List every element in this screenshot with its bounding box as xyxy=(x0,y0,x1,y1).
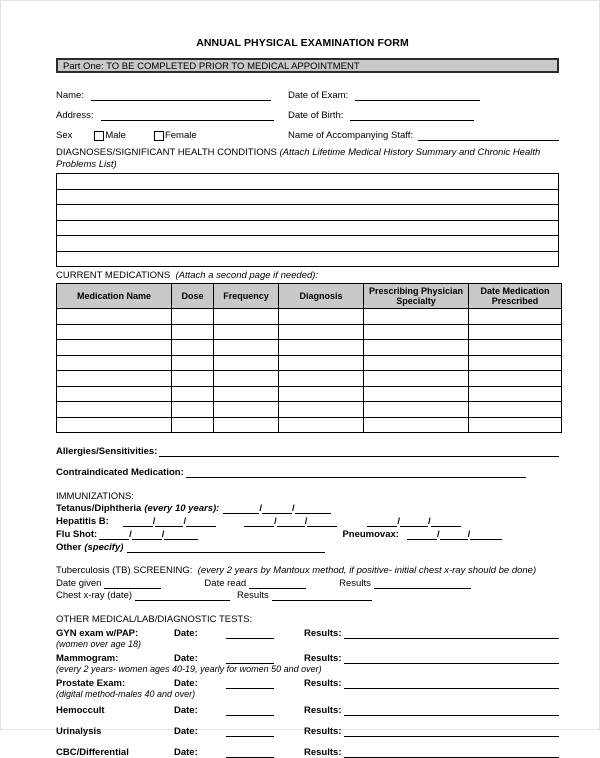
pneumovax-separator-2: / xyxy=(467,529,471,540)
cbc-differential-results-label: Results: xyxy=(304,747,342,758)
flu-shot-year-input[interactable] xyxy=(161,529,198,540)
diagnoses-cell[interactable] xyxy=(57,205,559,221)
flu-shot-and-pneumovax-row xyxy=(56,528,559,540)
column-header-frequency: Frequency xyxy=(214,284,279,309)
prostate-exam-row xyxy=(56,676,559,689)
diagnosis-cell[interactable] xyxy=(279,402,364,418)
hepatitis-b-row xyxy=(56,515,559,527)
pneumovax-separator-1: / xyxy=(436,529,440,540)
column-header-dose: Dose xyxy=(172,284,214,309)
date-of-exam-field-group xyxy=(288,90,559,101)
contraindicated-medication-row xyxy=(56,467,559,478)
gyn-exam-date-input[interactable] xyxy=(226,628,274,639)
tetanus-separator-1: / xyxy=(259,503,262,514)
frequency-cell[interactable] xyxy=(214,324,279,340)
table-row[interactable] xyxy=(57,371,562,387)
name-and-exam-date-row xyxy=(56,90,559,101)
urinalysis-label: Urinalysis xyxy=(56,726,102,737)
name-input[interactable] xyxy=(91,90,271,101)
date-of-exam-label: Date of Exam: xyxy=(288,90,349,101)
tetanus-label: Tetanus/Diphtheria xyxy=(56,503,142,514)
column-header-prescribing-physician-specialty: Prescribing Physician Specialty xyxy=(364,284,469,309)
sex-female-label: Female xyxy=(164,130,197,141)
gyn-exam-row xyxy=(56,626,559,639)
date-prescribed-cell[interactable] xyxy=(469,355,562,371)
medication-name-cell[interactable] xyxy=(57,417,172,433)
dose-cell[interactable] xyxy=(172,309,214,325)
other-immunization-label: Other xyxy=(56,542,82,553)
specialty-cell[interactable] xyxy=(364,355,469,371)
medication-name-cell[interactable] xyxy=(57,371,172,387)
medication-name-cell[interactable] xyxy=(57,355,172,371)
tb-date-read-label: Date read xyxy=(204,577,247,589)
tb-results-label: Results xyxy=(339,577,371,589)
mammogram-note: (every 2 years- women ages 40-19, yearly for women 50 and over) xyxy=(56,664,322,674)
address-label: Address: xyxy=(56,110,94,121)
accompanying-staff-input[interactable] xyxy=(418,130,559,141)
frequency-cell[interactable] xyxy=(214,402,279,418)
allergies-label: Allergies/Sensitivities: xyxy=(56,446,158,457)
hemoccult-results-input[interactable] xyxy=(344,705,559,716)
tetanus-row xyxy=(56,502,559,514)
diagnoses-cell[interactable] xyxy=(57,251,559,267)
dose-cell[interactable] xyxy=(172,386,214,402)
medications-caption-note: (Attach a second page if needed): xyxy=(175,270,319,281)
chest-xray-label: Chest x-ray (date) xyxy=(56,590,133,601)
pneumovax-year-input[interactable] xyxy=(467,529,502,540)
urinalysis-results-input[interactable] xyxy=(344,726,559,737)
pneumovax-day-input[interactable] xyxy=(440,529,468,540)
dose-cell[interactable] xyxy=(172,324,214,340)
table-row[interactable] xyxy=(57,205,559,221)
date-of-birth-input[interactable] xyxy=(350,110,474,121)
contraindicated-medication-input[interactable] xyxy=(186,467,526,478)
tetanus-note: (every 10 years): xyxy=(144,503,220,514)
tb-date-given-label: Date given xyxy=(56,577,102,589)
specialty-cell[interactable] xyxy=(364,309,469,325)
accompanying-staff-label: Name of Accompanying Staff: xyxy=(288,130,413,141)
gyn-exam-note: (women over age 18) xyxy=(56,639,142,649)
cbc-differential-results-input[interactable] xyxy=(344,747,559,758)
column-header-medication-name: Medication Name xyxy=(57,284,172,309)
medications-header-row xyxy=(57,284,562,309)
specialty-cell[interactable] xyxy=(364,340,469,356)
tuberculosis-heading xyxy=(56,565,559,576)
diagnosis-cell[interactable] xyxy=(279,340,364,356)
table-row[interactable] xyxy=(57,189,559,205)
mammogram-row xyxy=(56,651,559,664)
name-label: Name: xyxy=(56,90,84,101)
diagnosis-cell[interactable] xyxy=(279,355,364,371)
contraindicated-medication-label: Contraindicated Medication: xyxy=(56,467,184,478)
medications-caption xyxy=(56,270,559,281)
date-prescribed-cell[interactable] xyxy=(469,402,562,418)
medications-table-body xyxy=(57,309,562,433)
urinalysis-row xyxy=(56,724,559,737)
urinalysis-date-label: Date: xyxy=(174,726,198,737)
table-row[interactable] xyxy=(57,174,559,190)
allergies-input[interactable] xyxy=(159,446,559,457)
cbc-differential-row xyxy=(56,745,559,758)
name-field-group xyxy=(56,90,288,101)
gyn-exam-label: GYN exam w/PAP: xyxy=(56,628,139,639)
hepatitis-b-dose2-day-input[interactable] xyxy=(277,516,305,527)
frequency-cell[interactable] xyxy=(214,386,279,402)
hepatitis-b-dose3-month-input[interactable] xyxy=(367,516,397,527)
sex-female-checkbox[interactable] xyxy=(154,131,164,141)
date-prescribed-cell[interactable] xyxy=(469,324,562,340)
dose-cell[interactable] xyxy=(172,402,214,418)
table-row[interactable] xyxy=(57,402,562,418)
specialty-cell[interactable] xyxy=(364,417,469,433)
medication-name-cell[interactable] xyxy=(57,309,172,325)
date-prescribed-cell[interactable] xyxy=(469,371,562,387)
frequency-cell[interactable] xyxy=(214,309,279,325)
diagnoses-table xyxy=(56,173,559,267)
hemoccult-label: Hemoccult xyxy=(56,705,105,716)
hemoccult-date-input[interactable] xyxy=(226,705,274,716)
tb-dates-row xyxy=(56,576,559,589)
diagnosis-cell[interactable] xyxy=(279,371,364,387)
hepatitis-b-dose2-month-input[interactable] xyxy=(244,516,274,527)
hepatitis-b-dose3-year-input[interactable] xyxy=(431,516,461,527)
sex-and-staff-row xyxy=(56,130,559,141)
hepatitis-b-dose3-day-input[interactable] xyxy=(400,516,428,527)
mammogram-label: Mammogram: xyxy=(56,653,119,664)
tetanus-day-input[interactable] xyxy=(262,503,292,514)
medication-name-cell[interactable] xyxy=(57,340,172,356)
hepatitis-separator-6: / xyxy=(428,516,431,527)
prostate-exam-label: Prostate Exam: xyxy=(56,678,126,689)
table-row[interactable] xyxy=(57,355,562,371)
hepatitis-separator-3: / xyxy=(274,516,277,527)
date-of-birth-label: Date of Birth: xyxy=(288,110,344,121)
prostate-exam-results-label: Results: xyxy=(304,678,342,689)
part-one-header-bar: Part One: TO BE COMPLETED PRIOR TO MEDICAL APPOINTMENT xyxy=(56,58,559,73)
patient-identification-section xyxy=(56,90,559,141)
address-field-group xyxy=(56,110,288,121)
flu-separator-1: / xyxy=(129,529,132,540)
gyn-exam-results-label: Results: xyxy=(304,628,342,639)
prostate-exam-note: (digital method-males 40 and over) xyxy=(56,689,196,699)
medications-table xyxy=(56,283,562,433)
prostate-exam-date-input[interactable] xyxy=(226,678,274,689)
diagnoses-cell[interactable] xyxy=(57,174,559,190)
tetanus-separator-2: / xyxy=(291,503,295,514)
hepatitis-b-label: Hepatitis B: xyxy=(56,516,109,527)
frequency-cell[interactable] xyxy=(214,340,279,356)
tb-results-input[interactable] xyxy=(374,578,471,589)
other-immunization-note: (specify) xyxy=(84,542,124,553)
sex-label: Sex xyxy=(56,130,73,141)
chest-xray-results-label: Results xyxy=(237,590,269,601)
diagnoses-caption-note: (Attach Lifetime Medical History Summary and Chronic Health Problems List) xyxy=(56,147,541,170)
specialty-cell[interactable] xyxy=(364,402,469,418)
hepatitis-b-dose1-month-input[interactable] xyxy=(123,516,153,527)
mammogram-date-label: Date: xyxy=(174,653,198,664)
tetanus-month-input[interactable] xyxy=(223,503,259,514)
accompanying-staff-field-group xyxy=(288,130,559,141)
gyn-exam-results-input[interactable] xyxy=(344,628,559,639)
diagnosis-cell[interactable] xyxy=(279,386,364,402)
diagnosis-cell[interactable] xyxy=(279,309,364,325)
hepatitis-separator-5: / xyxy=(397,516,400,527)
hepatitis-b-dose1-year-input[interactable] xyxy=(186,516,216,527)
diagnosis-cell[interactable] xyxy=(279,417,364,433)
table-row[interactable] xyxy=(57,309,562,325)
date-of-exam-input[interactable] xyxy=(355,90,480,101)
tuberculosis-heading-main: Tuberculosis (TB) SCREENING: xyxy=(56,565,193,576)
specialty-cell[interactable] xyxy=(364,386,469,402)
cbc-differential-date-label: Date: xyxy=(174,747,198,758)
diagnoses-caption-main: DIAGNOSES/SIGNIFICANT HEALTH CONDITIONS xyxy=(56,147,277,158)
diagnoses-cell[interactable] xyxy=(57,189,559,205)
tuberculosis-heading-note: (every 2 years by Mantoux method, if positive- initial chest x-ray should be done) xyxy=(197,565,537,576)
allergies-row xyxy=(56,446,559,457)
table-row[interactable] xyxy=(57,251,559,267)
chest-xray-row xyxy=(56,589,559,602)
sex-male-checkbox[interactable] xyxy=(94,131,104,141)
date-of-birth-field-group xyxy=(288,110,559,121)
mammogram-results-label: Results: xyxy=(304,653,342,664)
other-immunization-input[interactable] xyxy=(127,542,325,553)
dose-cell[interactable] xyxy=(172,340,214,356)
pneumovax-label: Pneumovax: xyxy=(342,529,399,540)
chest-xray-results-input[interactable] xyxy=(272,590,372,601)
address-and-birth-date-row xyxy=(56,110,559,121)
mammogram-results-input[interactable] xyxy=(344,653,559,664)
dose-cell[interactable] xyxy=(172,371,214,387)
hepatitis-separator-4: / xyxy=(304,516,308,527)
column-header-date-medication-prescribed: Date Medication Prescribed xyxy=(469,284,562,309)
table-row[interactable] xyxy=(57,324,562,340)
frequency-cell[interactable] xyxy=(214,417,279,433)
urinalysis-results-label: Results: xyxy=(304,726,342,737)
frequency-cell[interactable] xyxy=(214,371,279,387)
dose-cell[interactable] xyxy=(172,355,214,371)
column-header-diagnosis: Diagnosis xyxy=(279,284,364,309)
hepatitis-b-dose2-year-input[interactable] xyxy=(304,516,337,527)
hepatitis-separator-1: / xyxy=(152,516,156,527)
diagnoses-cell[interactable] xyxy=(57,236,559,252)
urinalysis-date-input[interactable] xyxy=(226,726,274,737)
hepatitis-separator-2: / xyxy=(183,516,187,527)
diagnoses-cell[interactable] xyxy=(57,220,559,236)
table-row[interactable] xyxy=(57,220,559,236)
tb-date-read-input[interactable] xyxy=(249,578,306,589)
medications-table-head xyxy=(57,284,562,309)
medication-name-cell[interactable] xyxy=(57,386,172,402)
gyn-exam-date-label: Date: xyxy=(174,628,198,639)
table-row[interactable] xyxy=(57,417,562,433)
immunizations-heading: IMMUNIZATIONS: xyxy=(56,491,134,502)
other-tests-heading: OTHER MEDICAL/LAB/DIAGNOSTIC TESTS: xyxy=(56,614,253,625)
mammogram-date-input[interactable] xyxy=(226,653,274,664)
cbc-differential-label: CBC/Differential xyxy=(56,747,129,758)
table-row[interactable] xyxy=(57,340,562,356)
hemoccult-row xyxy=(56,703,559,716)
flu-separator-2: / xyxy=(161,529,165,540)
table-row[interactable] xyxy=(57,386,562,402)
flu-shot-month-input[interactable] xyxy=(99,529,129,540)
date-prescribed-cell[interactable] xyxy=(469,386,562,402)
tb-date-given-input[interactable] xyxy=(104,578,161,589)
pneumovax-month-input[interactable] xyxy=(407,529,437,540)
hepatitis-b-dose1-day-input[interactable] xyxy=(152,516,183,527)
medication-name-cell[interactable] xyxy=(57,402,172,418)
sex-field-group xyxy=(56,130,288,141)
date-prescribed-cell[interactable] xyxy=(469,309,562,325)
cbc-differential-date-input[interactable] xyxy=(226,747,274,758)
flu-shot-day-input[interactable] xyxy=(132,529,162,540)
frequency-cell[interactable] xyxy=(214,355,279,371)
diagnosis-cell[interactable] xyxy=(279,324,364,340)
page-title: ANNUAL PHYSICAL EXAMINATION FORM xyxy=(196,37,409,49)
hemoccult-results-label: Results: xyxy=(304,705,342,716)
sex-male-label: Male xyxy=(105,130,126,141)
chest-xray-date-input[interactable] xyxy=(135,590,230,601)
date-prescribed-cell[interactable] xyxy=(469,417,562,433)
specialty-cell[interactable] xyxy=(364,324,469,340)
medications-caption-main: CURRENT MEDICATIONS xyxy=(56,270,171,281)
address-input[interactable] xyxy=(101,110,274,121)
table-row[interactable] xyxy=(57,236,559,252)
flu-shot-label: Flu Shot: xyxy=(56,529,98,540)
prostate-exam-date-label: Date: xyxy=(174,678,198,689)
other-immunization-row xyxy=(56,541,559,553)
tetanus-year-input[interactable] xyxy=(295,503,331,514)
hemoccult-date-label: Date: xyxy=(174,705,198,716)
medication-name-cell[interactable] xyxy=(57,324,172,340)
prostate-exam-results-input[interactable] xyxy=(344,678,559,689)
diagnoses-caption xyxy=(56,147,559,170)
diagnoses-table-body xyxy=(57,174,559,267)
specialty-cell[interactable] xyxy=(364,371,469,387)
dose-cell[interactable] xyxy=(172,417,214,433)
date-prescribed-cell[interactable] xyxy=(469,340,562,356)
